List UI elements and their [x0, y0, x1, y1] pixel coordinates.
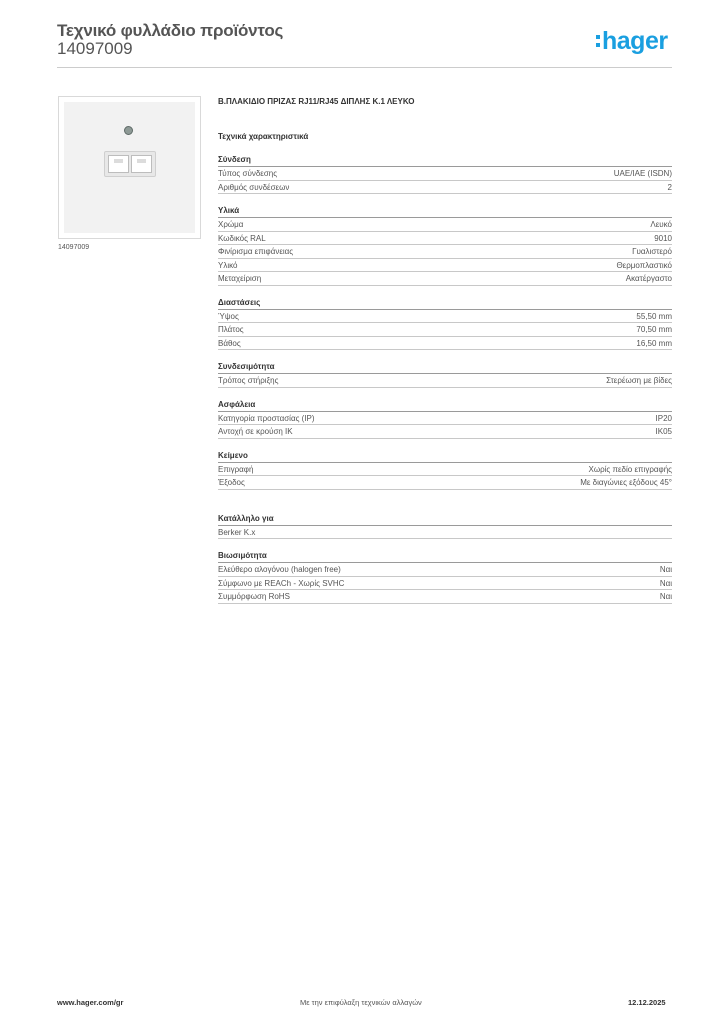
- spec-value: 16,50 mm: [636, 338, 672, 348]
- spec-label: Πλάτος: [218, 325, 244, 334]
- spec-label: Αριθμός συνδέσεων: [218, 182, 290, 192]
- spec-value: IK05: [655, 427, 672, 436]
- section-title: Κατάλληλο για: [218, 514, 672, 526]
- spec-value: Ακατέργαστο: [625, 274, 672, 283]
- section-safety: [218, 400, 672, 439]
- spec-row: [218, 245, 672, 259]
- spec-label: Έξοδος: [218, 478, 245, 487]
- footer-note: Με την επιφύλαξη τεχνικών αλλαγών: [300, 998, 422, 1007]
- rj-jack-right: [131, 155, 152, 173]
- spec-label: Ύψος: [218, 311, 239, 321]
- rj-jack-left: [108, 155, 129, 173]
- spec-row: [218, 463, 672, 477]
- section-sustainability: [218, 551, 672, 604]
- spec-row: [218, 374, 672, 388]
- spec-row: [218, 412, 672, 426]
- spec-value: UAE/IAE (ISDN): [613, 169, 672, 178]
- spec-row: [218, 526, 672, 540]
- spec-value: Θερμοπλαστικό: [616, 260, 672, 270]
- spec-row: [218, 323, 672, 337]
- section-connectivity: [218, 362, 672, 388]
- product-image: [58, 96, 201, 239]
- tech-heading: Τεχνικά χαρακτηριστικά: [218, 132, 309, 141]
- spec-value: Ναι: [659, 578, 672, 588]
- section-title: Βιωσιμότητα: [218, 551, 672, 563]
- header-divider: [57, 67, 672, 68]
- spec-value: Με διαγώνιες εξόδους 45°: [580, 478, 672, 487]
- spec-value: Στερέωση με βίδες: [606, 376, 672, 385]
- spec-label: Ελεύθερο αλογόνου (halogen free): [218, 565, 341, 574]
- section-connection: [218, 155, 672, 194]
- indicator-dot: [124, 126, 133, 135]
- section-title: Συνδεσιμότητα: [218, 362, 672, 374]
- spec-label: Φινίρισμα επιφάνειας: [218, 247, 294, 256]
- spec-value: Λευκό: [650, 220, 672, 229]
- spec-label: Συμμόρφωση RoHS: [218, 592, 290, 601]
- spec-value: Ναι: [659, 592, 672, 601]
- section-title: Σύνδεση: [218, 155, 672, 167]
- spec-label: Κατηγορία προστασίας (IP): [218, 413, 315, 423]
- spec-label: Τρόπος στήριξης: [218, 376, 279, 385]
- section-text: [218, 451, 672, 490]
- spec-label: Χρώμα: [218, 220, 244, 229]
- spec-row: [218, 590, 672, 604]
- socket-plate-picture: [64, 102, 195, 233]
- spec-row: [218, 232, 672, 246]
- spec-value: 70,50 mm: [636, 325, 672, 334]
- spec-row: [218, 476, 672, 490]
- section-title: Ασφάλεια: [218, 400, 672, 412]
- footer-date: 12.12.2025: [628, 998, 666, 1007]
- spec-row: [218, 167, 672, 181]
- section-title: Κείμενο: [218, 451, 672, 463]
- spec-value: 2: [667, 182, 672, 192]
- spec-label: Βάθος: [218, 338, 241, 348]
- logo-colon-icon: [596, 35, 600, 47]
- spec-value: Χωρίς πεδίο επιγραφής: [588, 464, 672, 474]
- spec-value: Γυαλιστερό: [632, 247, 672, 256]
- spec-label: Κωδικός RAL: [218, 233, 266, 243]
- spec-row: [218, 577, 672, 591]
- spec-row: [218, 272, 672, 286]
- spec-label: Επιγραφή: [218, 464, 254, 474]
- document-title: Τεχνικό φυλλάδιο προϊόντος: [57, 21, 284, 40]
- logo-text: hager: [602, 26, 668, 55]
- footer-website-link[interactable]: www.hager.com/gr: [57, 998, 124, 1007]
- spec-row: [218, 425, 672, 439]
- spec-row: [218, 181, 672, 195]
- spec-value: 55,50 mm: [636, 311, 672, 321]
- spec-row: [218, 563, 672, 577]
- section-title: Υλικά: [218, 206, 672, 218]
- spec-value: Ναι: [659, 565, 672, 574]
- jack-frame: [104, 151, 156, 177]
- spec-label: Σύμφωνο με REACh - Χωρίς SVHC: [218, 578, 345, 588]
- spec-label: Αντοχή σε κρούση IK: [218, 427, 293, 436]
- section-suitable-for: [218, 514, 672, 540]
- spec-value: IP20: [655, 413, 672, 423]
- spec-row: [218, 259, 672, 273]
- section-title: Διαστάσεις: [218, 298, 672, 310]
- section-materials: [218, 206, 672, 286]
- document-code: 14097009: [57, 39, 133, 58]
- image-caption: 14097009: [58, 244, 90, 251]
- spec-value: 9010: [654, 233, 672, 243]
- spec-row: [218, 218, 672, 232]
- product-name: Β.ΠΛΑΚΙΔΙΟ ΠΡΙΖΑΣ RJ11/RJ45 ΔΙΠΛΗΣ Κ.1 ΛΕΥΚΟ: [218, 97, 415, 106]
- spec-label: Berker K.x: [218, 527, 256, 537]
- hager-logo: [596, 28, 668, 54]
- spec-label: Μεταχείριση: [218, 274, 262, 283]
- section-dimensions: [218, 298, 672, 351]
- spec-label: Υλικό: [218, 260, 238, 270]
- spec-label: Τύπος σύνδεσης: [218, 169, 278, 178]
- spec-row: [218, 337, 672, 351]
- spec-row: [218, 310, 672, 324]
- spec-content: [218, 96, 672, 604]
